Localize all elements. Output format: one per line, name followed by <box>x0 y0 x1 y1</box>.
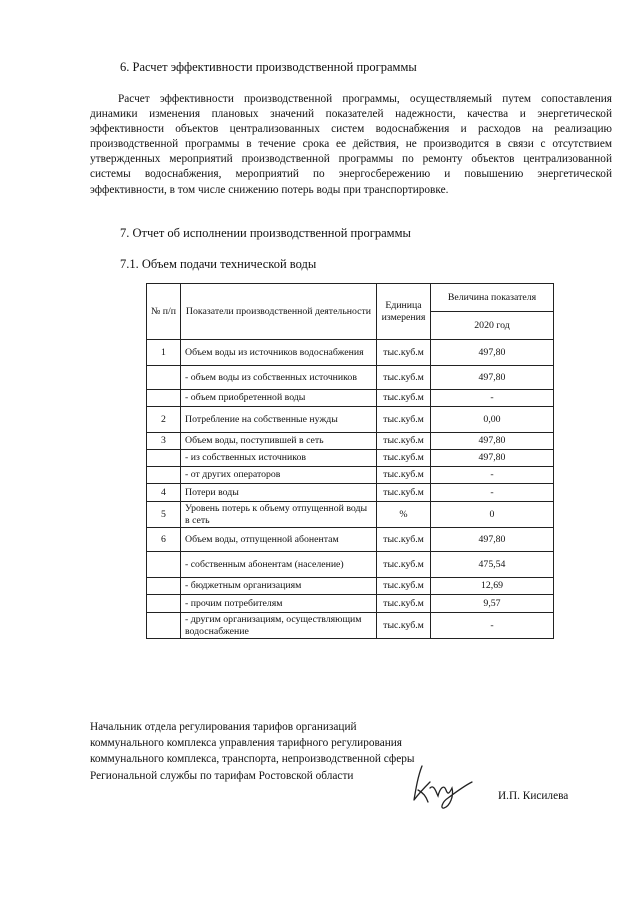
row-value: 0 <box>431 502 554 528</box>
row-indicator: - объем воды из собственных источников <box>181 366 377 390</box>
header-unit: Единица измерения <box>377 284 431 340</box>
row-value: 9,57 <box>431 595 554 613</box>
table-row <box>147 502 554 528</box>
header-num: № п/п <box>147 284 181 340</box>
row-num: 4 <box>147 484 181 502</box>
handwritten-signature <box>404 762 476 810</box>
table-row <box>147 407 554 433</box>
row-num <box>147 450 181 467</box>
row-unit: тыс.куб.м <box>377 366 431 390</box>
row-unit: тыс.куб.м <box>377 467 431 484</box>
section-7-heading: 7. Отчет об исполнении производственной программы <box>120 226 411 240</box>
table-row <box>147 340 554 366</box>
row-value: 497,80 <box>431 450 554 467</box>
row-unit: тыс.куб.м <box>377 484 431 502</box>
section-7-1-heading: 7.1. Объем подачи технической воды <box>120 257 317 271</box>
row-num <box>147 578 181 595</box>
row-value: 497,80 <box>431 366 554 390</box>
row-unit: тыс.куб.м <box>377 578 431 595</box>
row-unit: % <box>377 502 431 528</box>
header-indicator: Показатели производственной деятельности <box>181 284 377 340</box>
row-indicator: - из собственных источников <box>181 450 377 467</box>
row-indicator: - объем приобретенной воды <box>181 390 377 407</box>
signatory-name: И.П. Кисилева <box>498 790 569 802</box>
section-6-heading: 6. Расчет эффективности производственной программы <box>120 60 417 74</box>
section-6-paragraph: Расчет эффективности производственной программы, осуществляемый путем сопоставления динамики изменения плановых значений показателей надежности, качества и энергетической эффективности объектов централизованных систем водоснабжения и расходов на реализацию производственной программы в течение срока ее действия, не производится в связи с отсутствием утвержденных мероприятий производственной программы по ремонту объектов централизованной системы водоснабжения, мероприятий по энергосбережению и повышению энергетической эффективности, в том числе снижению потерь воды при транспортировке. <box>90 93 612 196</box>
row-indicator: - собственным абонентам (население) <box>181 552 377 578</box>
table-row <box>147 613 554 639</box>
row-value: 12,69 <box>431 578 554 595</box>
row-num <box>147 595 181 613</box>
header-value: Величина показателя <box>431 284 554 312</box>
table-row <box>147 595 554 613</box>
row-unit: тыс.куб.м <box>377 433 431 450</box>
row-value: 475,54 <box>431 552 554 578</box>
row-indicator: Уровень потерь к объему отпущенной воды в сеть <box>181 502 377 528</box>
table-row <box>147 528 554 552</box>
table-row <box>147 433 554 450</box>
row-num: 5 <box>147 502 181 528</box>
table-row <box>147 578 554 595</box>
table-row <box>147 366 554 390</box>
row-unit: тыс.куб.м <box>377 613 431 639</box>
row-indicator: Объем воды из источников водоснабжения <box>181 340 377 366</box>
row-num: 1 <box>147 340 181 366</box>
row-num: 3 <box>147 433 181 450</box>
table-row <box>147 484 554 502</box>
row-indicator: - другим организациям, осуществляющим водоснабжение <box>181 613 377 639</box>
row-value: - <box>431 467 554 484</box>
water-supply-table <box>146 283 554 639</box>
row-indicator: Потребление на собственные нужды <box>181 407 377 433</box>
row-unit: тыс.куб.м <box>377 528 431 552</box>
row-num: 2 <box>147 407 181 433</box>
row-unit: тыс.куб.м <box>377 407 431 433</box>
row-value: 497,80 <box>431 340 554 366</box>
row-num <box>147 366 181 390</box>
row-num <box>147 390 181 407</box>
row-unit: тыс.куб.м <box>377 595 431 613</box>
row-value: 497,80 <box>431 433 554 450</box>
table-row <box>147 450 554 467</box>
row-value: 497,80 <box>431 528 554 552</box>
row-num <box>147 467 181 484</box>
row-value: - <box>431 484 554 502</box>
header-year: 2020 год <box>431 312 554 340</box>
row-indicator: - бюджетным организациям <box>181 578 377 595</box>
table-row <box>147 467 554 484</box>
row-num: 6 <box>147 528 181 552</box>
row-num <box>147 552 181 578</box>
row-num <box>147 613 181 639</box>
row-indicator: - от других операторов <box>181 467 377 484</box>
row-indicator: Объем воды, поступившей в сеть <box>181 433 377 450</box>
table-row <box>147 552 554 578</box>
row-value: - <box>431 390 554 407</box>
row-unit: тыс.куб.м <box>377 552 431 578</box>
row-value: - <box>431 613 554 639</box>
table-row <box>147 390 554 407</box>
row-indicator: Объем воды, отпущенной абонентам <box>181 528 377 552</box>
row-unit: тыс.куб.м <box>377 450 431 467</box>
row-value: 0,00 <box>431 407 554 433</box>
row-unit: тыс.куб.м <box>377 340 431 366</box>
row-indicator: - прочим потребителям <box>181 595 377 613</box>
row-unit: тыс.куб.м <box>377 390 431 407</box>
row-indicator: Потери воды <box>181 484 377 502</box>
signatory-position: Начальник отдела регулирования тарифов организаций коммунального комплекса управления тарифного регулирования коммунального комплекса, транспорта, непроизводственной сферы Региональной службы по тарифам Ростовской области <box>90 721 415 782</box>
